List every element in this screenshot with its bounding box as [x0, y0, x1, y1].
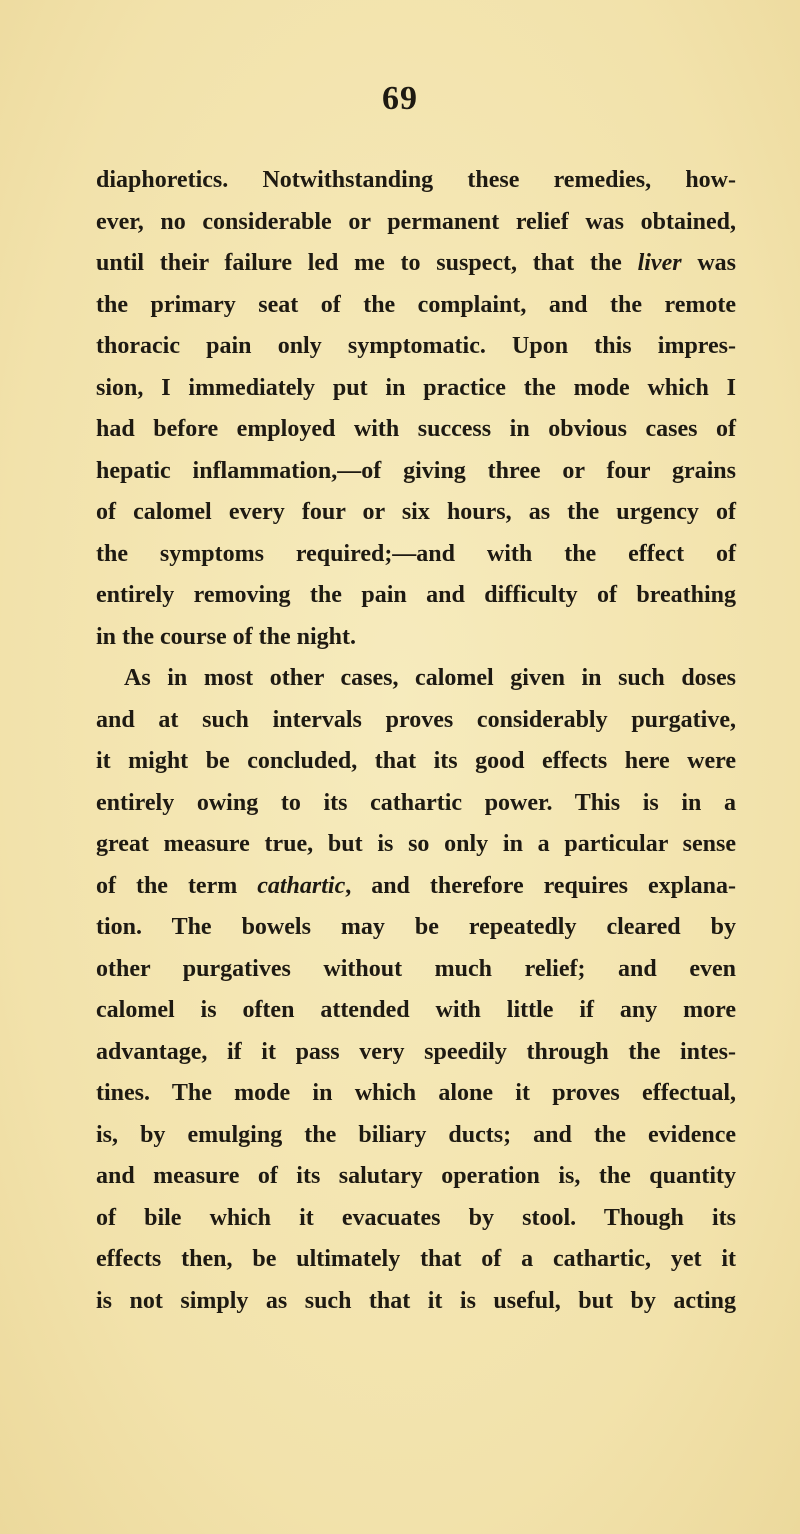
text-line: entirely removing the pain and difficulty of breathing [96, 582, 736, 608]
text-line: tion. The bowels may be repeatedly cleared by [96, 914, 736, 940]
text-line: of the term cathartic, and therefore requires explana- [96, 872, 737, 899]
text-line: the primary seat of the complaint, and the remote [96, 291, 736, 318]
page-number: 69 [382, 80, 418, 117]
text-line: entirely owing to its cathartic power. This is in a [96, 789, 736, 816]
text-line: the symptoms required;—and with the effect of [96, 540, 736, 567]
text-line: of bile which it evacuates by stool. Though its [96, 1204, 736, 1231]
text-line: and at such intervals proves considerably purgative, [96, 706, 736, 733]
text-line: hepatic inflammation,—of giving three or four grains [96, 457, 736, 484]
text-line: effects then, be ultimately that of a cathartic, yet it [96, 1246, 736, 1272]
text-line: ever, no considerable or permanent relief was obtained, [96, 208, 736, 235]
text-line: it might be concluded, that its good effects here were [96, 748, 736, 774]
text-line: is, by emulging the biliary ducts; and the evidence [96, 1121, 736, 1148]
text-line: advantage, if it pass very speedily through the intes- [96, 1038, 736, 1065]
text-line: thoracic pain only symptomatic. Upon this impres- [96, 333, 736, 359]
text-line: diaphoretics. Notwithstanding these remedies, how- [96, 167, 736, 193]
text-line: until their failure led me to suspect, that the liver was [96, 250, 737, 276]
text-line: is not simply as such that it is useful, but by acting [96, 1287, 736, 1314]
text-line: calomel is often attended with little if any more [96, 997, 736, 1023]
text-line: and measure of its salutary operation is, the quantity [96, 1163, 736, 1189]
text-line: in the course of the night. [96, 623, 356, 650]
text-line: As in most other cases, calomel given in such doses [124, 665, 736, 691]
body-text [96, 160, 736, 1322]
text-line: of calomel every four or six hours, as the urgency of [96, 499, 736, 525]
text-line: great measure true, but is so only in a particular sense [96, 831, 736, 857]
text-line: other purgatives without much relief; and even [96, 955, 736, 982]
text-line: tines. The mode in which alone it proves effectual, [96, 1080, 736, 1106]
text-line: sion, I immediately put in practice the mode which I [96, 374, 736, 401]
text-line: had before employed with success in obvious cases of [96, 416, 736, 442]
